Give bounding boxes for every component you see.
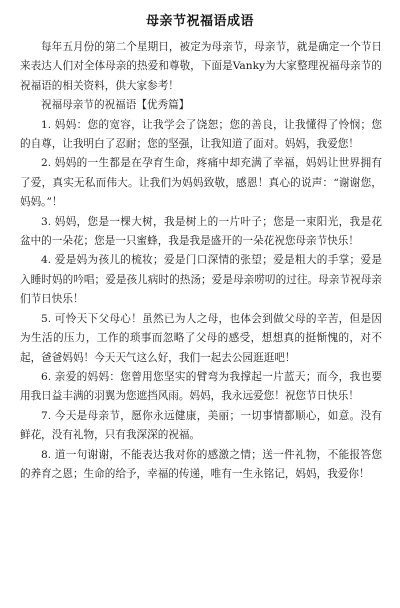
list-item: 7. 今天是母亲节，愿你永远健康，美丽；一切事情都顺心，如意。没有鲜花，没有礼物，只有我深深的祝福。 (20, 409, 382, 442)
list-item: 2. 妈妈的一生都是在孕育生命，疼痛中却充满了幸福，妈妈让世界拥有了爱，真实无私而伟大。让我们为妈妈致敬，感恩！真心的说声：“谢谢您，妈妈。”！ (20, 157, 382, 209)
list-item: 1. 妈妈：您的宽容，让我学会了饶恕；您的善良，让我懂得了怜悯；您的自尊，让我明白了忍耐；您的坚强，让我知道了面对。妈妈，我爱您！ (20, 118, 382, 151)
page-title: 母亲节祝福语成语 (145, 14, 254, 29)
list-item: 8. 道一句谢谢，不能表达我对你的感激之情；送一件礼物，不能报答您的养育之恩；生命的给予，幸福的传递，唯有一生永铭记，妈妈，我爱你！ (20, 448, 382, 480)
list-item: 6. 亲爱的妈妈：您曾用您坚实的臂弯为我撑起一片蓝天；而今，我也要用我日益丰满的羽翼为您遮挡风雨。妈妈，我永远爱您！祝您节日快乐！ (20, 370, 382, 403)
intro-paragraph: 每年五月份的第二个星期日，被定为母亲节，母亲节，就是确定一个节日来表达人们对全体母亲的热爱和尊敬，下面是Vanky为大家整理祝福母亲节的祝福语的相关资料，供大家参考！ (20, 41, 382, 92)
list-item: 4. 爱是妈为孩儿的梳妆；爱是门口深情的张望；爱是粗大的手掌；爱是入睡时妈的吟唱；爱是孩儿病时的热汤；爱是母亲唠叨的过往。母亲节祝母亲们节日快乐！ (20, 254, 382, 306)
list-item: 3. 妈妈，您是一棵大树，我是树上的一片叶子；您是一束阳光，我是花盆中的一朵花；您是一只蜜蜂，我是我是盛开的一朵花祝您母亲节快乐！ (20, 215, 382, 248)
document-body (20, 38, 382, 484)
section-heading: 祝福母亲节的祝福语【优秀篇】 (41, 99, 190, 112)
list-item: 5. 可怜天下父母心！虽然已为人之母，也体会到做父母的辛苦，但是因为生活的压力，工作的琐事而忽略了父母的感受，想想真的挺惭愧的，对不起，爸爸妈妈！今天天气这么好，我们一起去公园逛逛吧！ (20, 312, 382, 364)
